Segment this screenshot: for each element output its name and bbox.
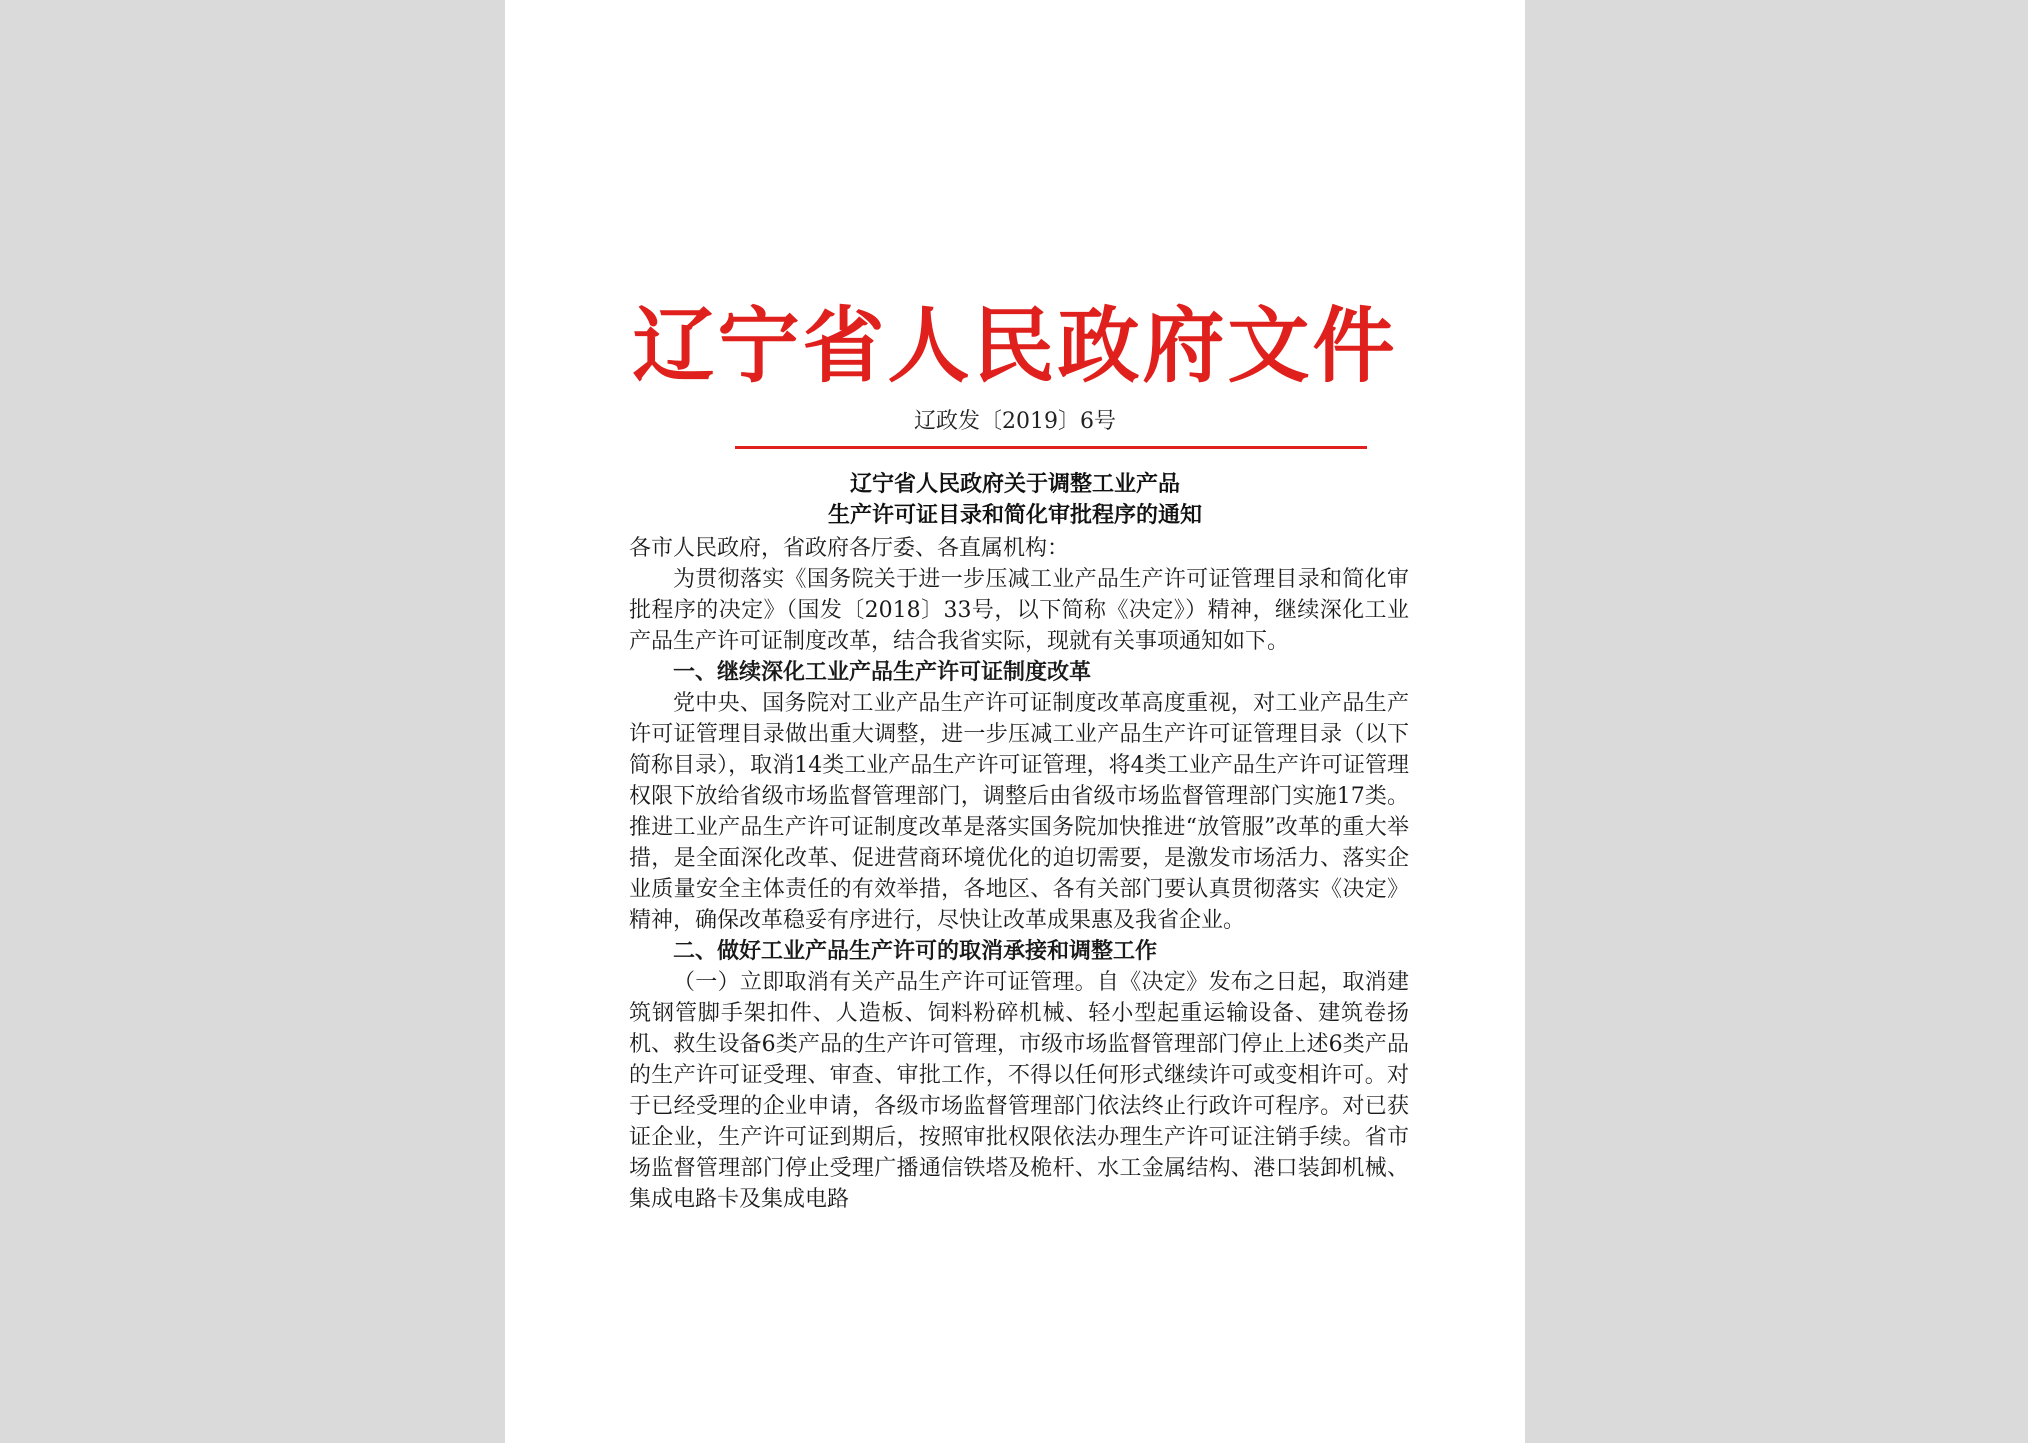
document-page [505,0,1525,1443]
section-1-paragraph: 党中央、国务院对工业产品生产许可证制度改革高度重视，对工业产品生产许可证管理目录做出重大调整，进一步压减工业产品生产许可证管理目录（以下简称目录），取消14类工业产品生产许可证管理，将4类工业产品生产许可证管理权限下放给省级市场监督管理部门，调整后由省级市场监督管理部门实施17类。推进工业产品生产许可证制度改革是落实国务院加快推进“放管服”改革的重大举措，是全面深化改革、促进营商环境优化的迫切需要，是激发市场活力、落实企业质量安全主体责任的有效举措，各地区、各有关部门要认真贯彻落实《决定》精神，确保改革稳妥有序进行，尽快让改革成果惠及我省企业。 [629,691,1409,933]
section-2-paragraph: （一）立即取消有关产品生产许可证管理。自《决定》发布之日起，取消建筑钢管脚手架扣件、人造板、饲料粉碎机械、轻小型起重运输设备、建筑卷扬机、救生设备6类产品的生产许可管理，市级市场监督管理部门停止上述6类产品的生产许可证受理、审查、审批工作，不得以任何形式继续许可或变相许可。对于已经受理的企业申请，各级市场监督管理部门依法终止行政许可程序。对已获证企业，生产许可证到期后，按照审批权限依法办理生产许可证注销手续。省市场监督管理部门停止受理广播通信铁塔及桅杆、水工金属结构、港口装卸机械、集成电路卡及集成电路 [629,970,1409,1212]
notice-title-line-1: 辽宁省人民政府关于调整工业产品 [849,471,1180,497]
notice-body [629,533,1409,1215]
notice-title-line-2: 生产许可证目录和简化审批程序的通知 [827,502,1202,528]
section-2-heading: 二、做好工业产品生产许可的取消承接和调整工作 [673,938,1158,964]
section-1-heading: 一、继续深化工业产品生产许可证制度改革 [673,659,1092,685]
document-number: 辽政发〔2019〕6号 [914,409,1116,434]
intro-paragraph: 为贯彻落实《国务院关于进一步压减工业产品生产许可证管理目录和简化审批程序的决定》（国发〔2018〕33号，以下简称《决定》）精神，继续深化工业产品生产许可证制度改革，结合我省实际，现就有关事项通知如下。 [629,567,1409,654]
salutation: 各市人民政府，省政府各厅委、各直属机构： [629,536,1070,561]
masthead-title: 辽宁省人民政府文件 [632,298,1398,394]
red-divider-line [735,446,1367,449]
notice-title [605,469,1425,531]
